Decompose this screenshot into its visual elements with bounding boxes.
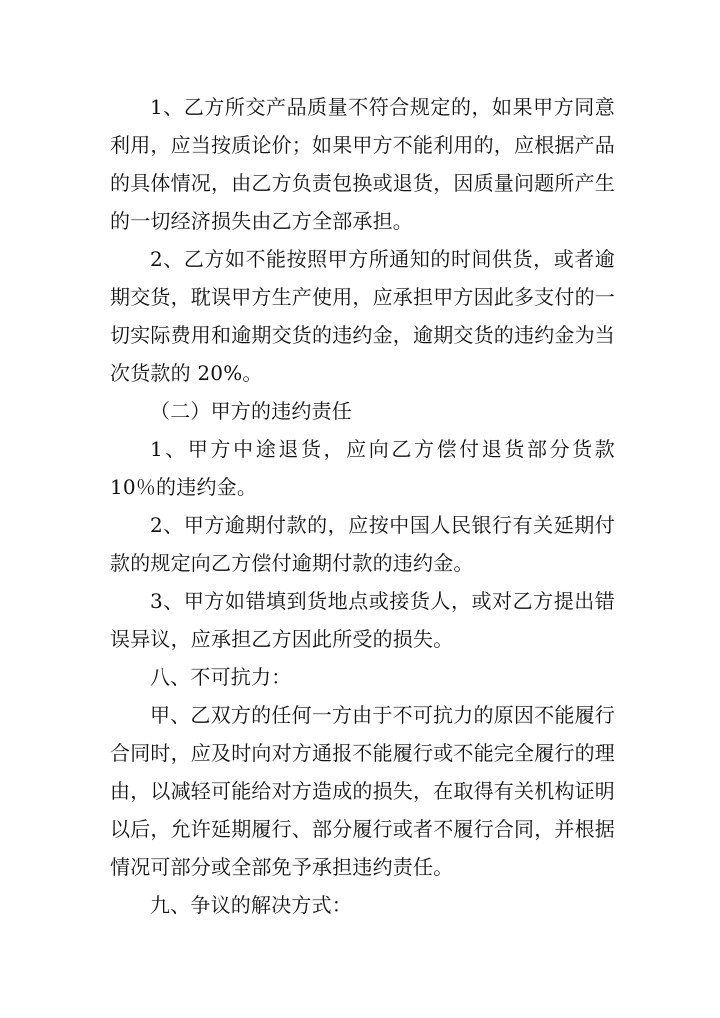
section-heading-dispute-resolution: 九、争议的解决方式： [150, 893, 352, 917]
clause-return-paragraph: 1、甲方中途退货，应向乙方偿付退货部分货款 10％的违约金。 [110, 437, 615, 499]
clause-wrong-address-paragraph: 3、甲方如错填到货地点或接货人，或对乙方提出错误异议，应承担乙方因此所受的损失。 [110, 589, 615, 651]
section-heading-force-majeure: 八、不可抗力： [150, 665, 292, 689]
section-heading-party-a-liability: （二）甲方的违约责任 [150, 399, 352, 423]
clause-quality-paragraph: 1、乙方所交产品质量不符合规定的，如果甲方同意利用，应当按质论价；如果甲方不能利用的，应根据产品的具体情况，由乙方负责包换或退货，因质量问题所产生的一切经济损失由乙方全部承担。 [110, 95, 615, 233]
clause-force-majeure-paragraph: 甲、乙双方的任何一方由于不可抗力的原因不能履行合同时，应及时向对方通报不能履行或不能完全履行的理由，以减轻可能给对方造成的损失，在取得有关机构证明以后，允许延期履行、部分履行或者不履行合同，并根据情况可部分或全部免予承担违约责任。 [110, 703, 615, 879]
clause-late-payment-paragraph: 2、甲方逾期付款的，应按中国人民银行有关延期付款的规定向乙方偿付逾期付款的违约金。 [110, 513, 615, 575]
clause-late-delivery-paragraph: 2、乙方如不能按照甲方所通知的时间供货，或者逾期交货，耽误甲方生产使用，应承担甲方因此多支付的一切实际费用和逾期交货的违约金，逾期交货的违约金为当次货款的 20%。 [110, 247, 615, 385]
